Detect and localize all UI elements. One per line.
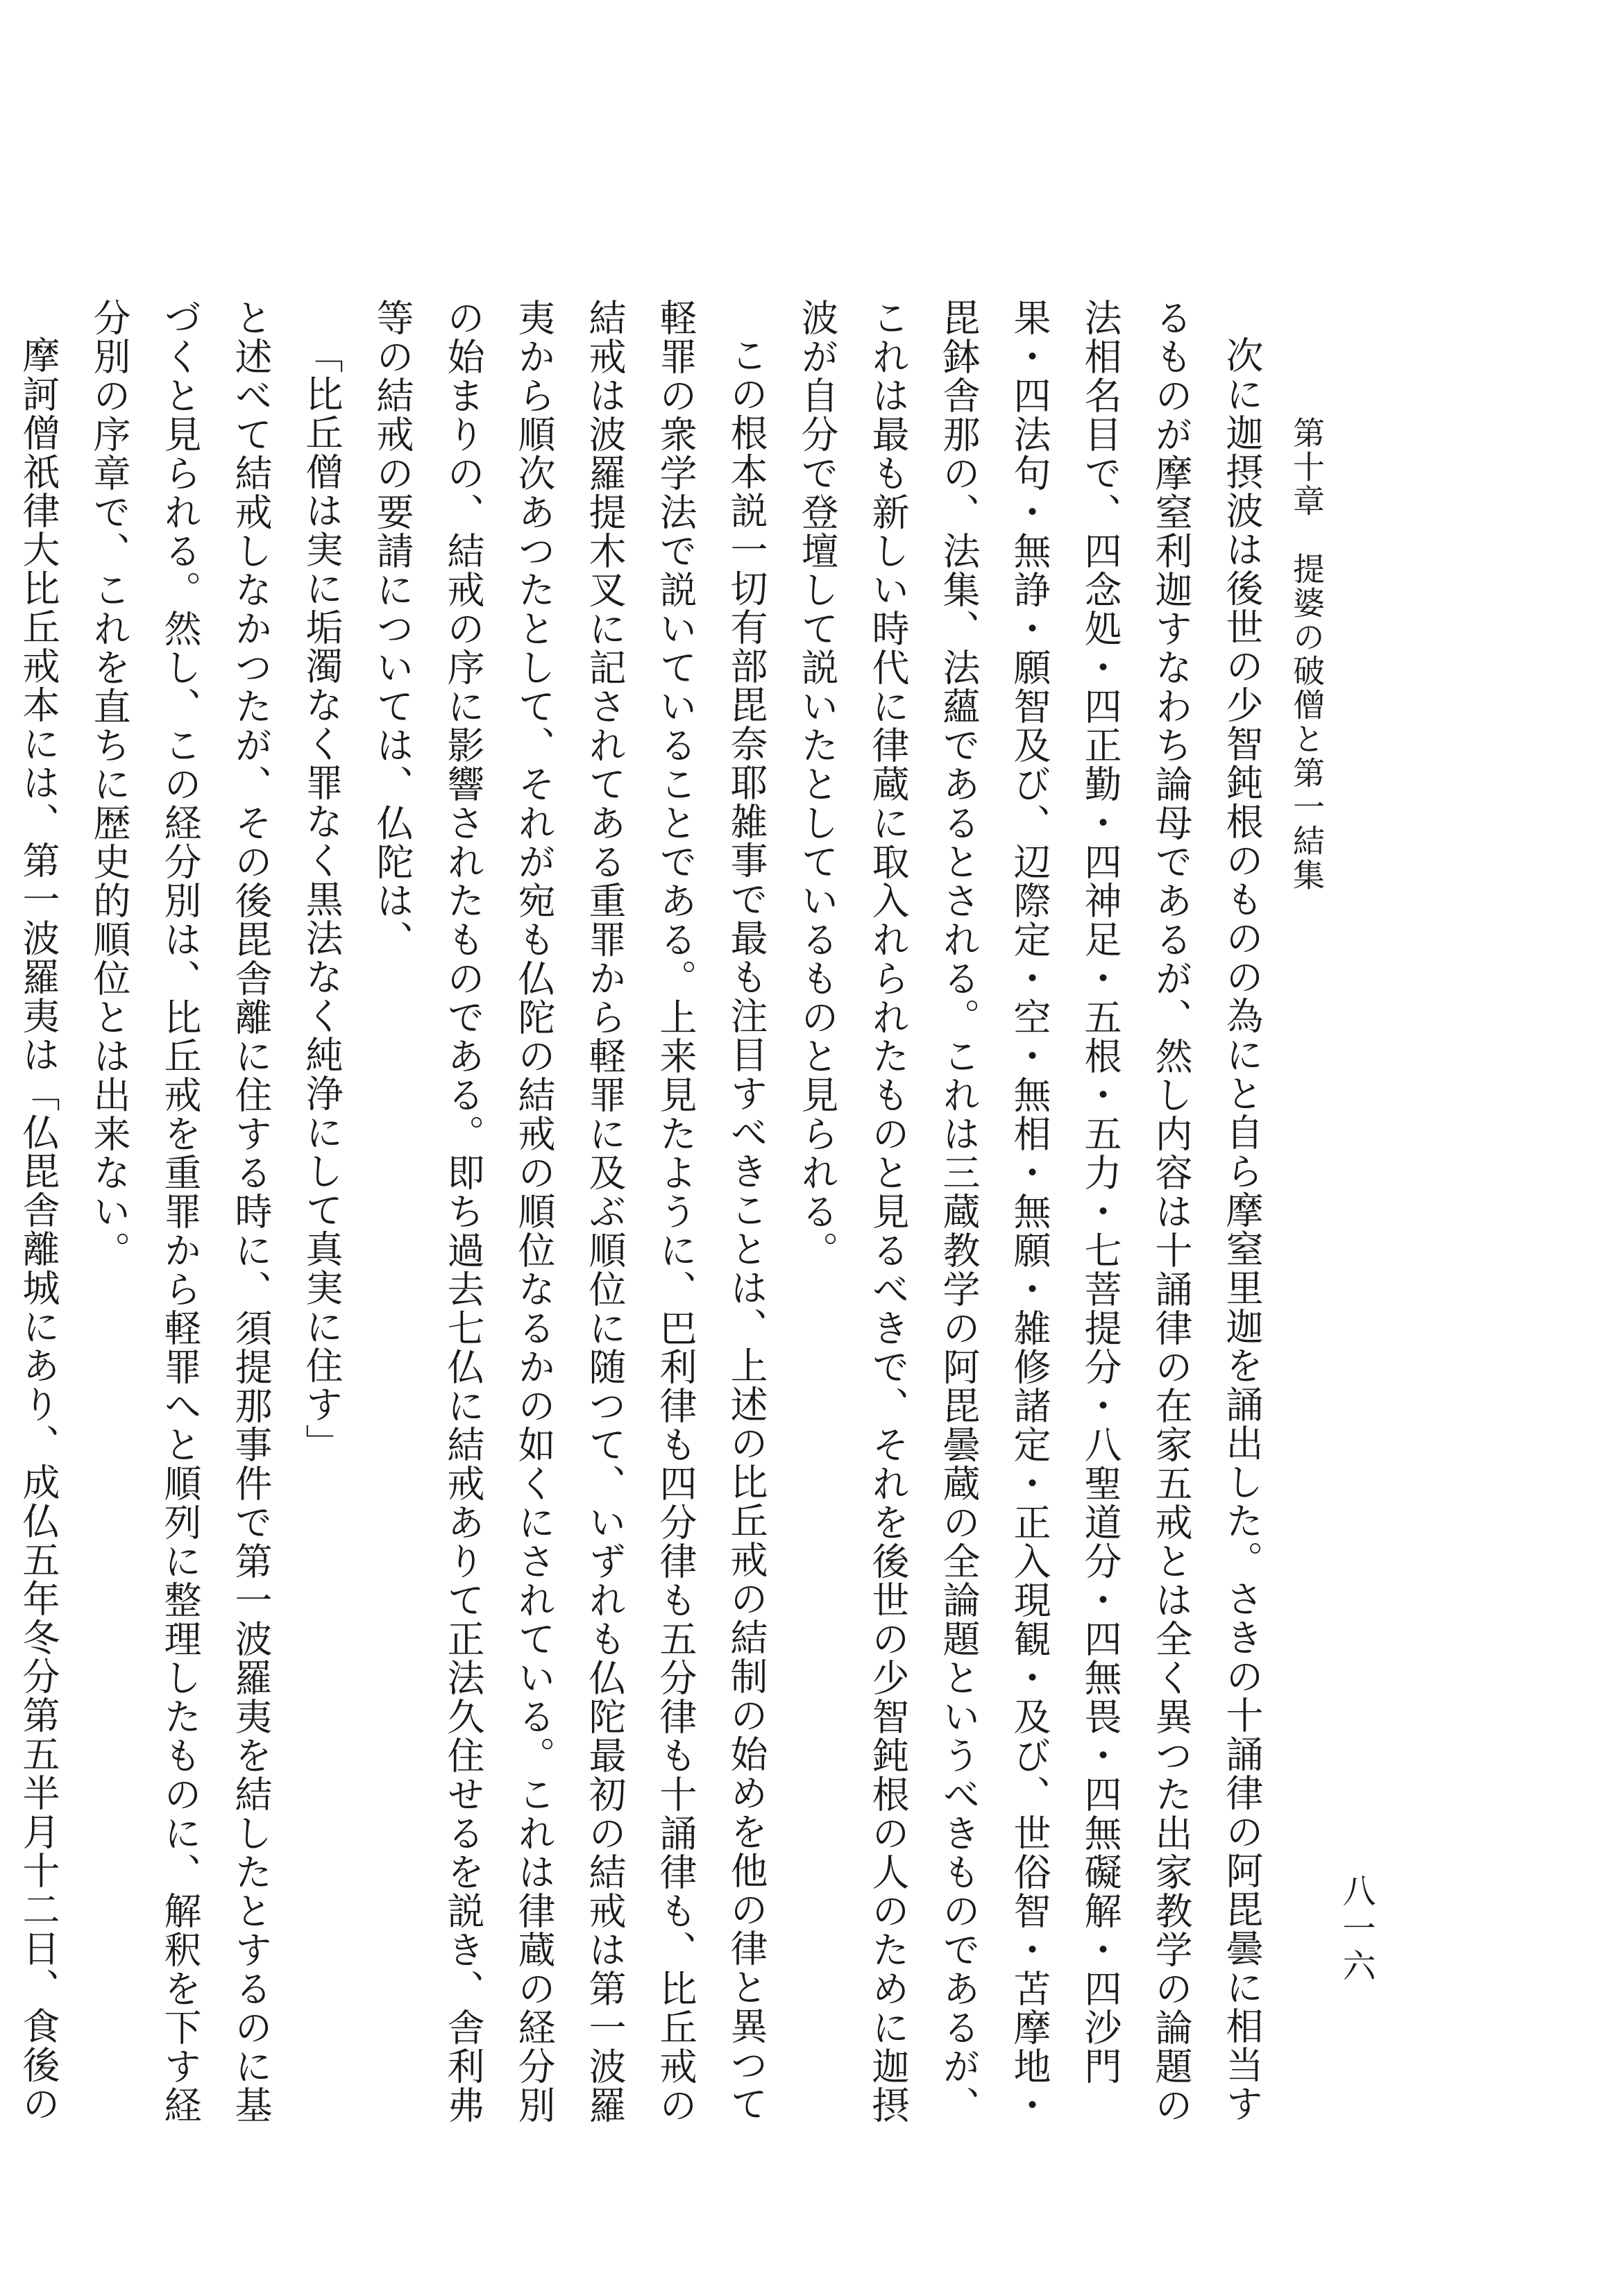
page-number: 八一六 xyxy=(1337,1873,1376,1986)
block-quote: 「比丘僧は実に垢濁なく罪なく黒法なく純浄にして真実に住す」 xyxy=(300,336,344,1463)
paragraph: この根本説一切有部毘奈耶雑事で最も注目すべきことは、上述の比丘戒の結制の始めを他の律と異つて軽罪の衆学法で説いていることである。上来見たように、巴利律も四分律も五分律も十誦律も、比丘戒の結戒は波羅提木叉に記されてある重罪から軽罪に及ぶ順位に随つて、いずれも仏陀最初の結戒は第一波羅夷から順次あつたとして、それが宛も仏陀の結戒の順位なるかの如くにされている。これは律蔵の経分別の始まりの、結戒の序に影響されたものである。即ち過去七仏に結戒ありて正法久住せるを説き、舎利弗等の結戒の要請については、仏陀は、 xyxy=(371,298,768,2125)
body-text xyxy=(17,298,1277,2130)
paragraph: と述べて結戒しなかつたが、その後毘舎離に住する時に、須提那事件で第一波羅夷を結したとするのに基づくと見られる。然し、この経分別は、比丘戒を重罪から軽罪へと順列に整理したものに、解釈を下す経分別の序章で、これを直ちに歴史的順位とは出来ない。 xyxy=(87,298,273,2125)
paragraph: 次に迦摂波は後世の少智鈍根のものの為にと自ら摩窒里迦を誦出した。さきの十誦律の阿毘曇に相当するものが摩窒利迦すなわち論母であるが、然し内容は十誦律の在家五戒とは全く異つた出家教学の論題の法相名目で、四念処・四正勤・四神足・五根・五力・七菩提分・八聖道分・四無畏・四無礙解・四沙門果・四法句・無諍・願智及び、辺際定・空・無相・無願・雑修諸定・正入現観・及び、世俗智・苫摩地・毘鉢舎那の、法集、法蘊であるとされる。これは三蔵教学の阿毘曇蔵の全論題というべきものであるが、これは最も新しい時代に律蔵に取入れられたものと見るべきで、それを後世の少智鈍根の人のために迦摂波が自分で登壇して説いたとしているものと見られる。 xyxy=(795,298,1264,2125)
paragraph: 摩訶僧祇律大比丘戒本には、第一波羅夷は「仏毘舎離城にあり、成仏五年冬分第五半月十二日、食後の xyxy=(17,336,60,2123)
running-head: 第十章 提婆の破僧と第一結集 xyxy=(1288,416,1326,892)
